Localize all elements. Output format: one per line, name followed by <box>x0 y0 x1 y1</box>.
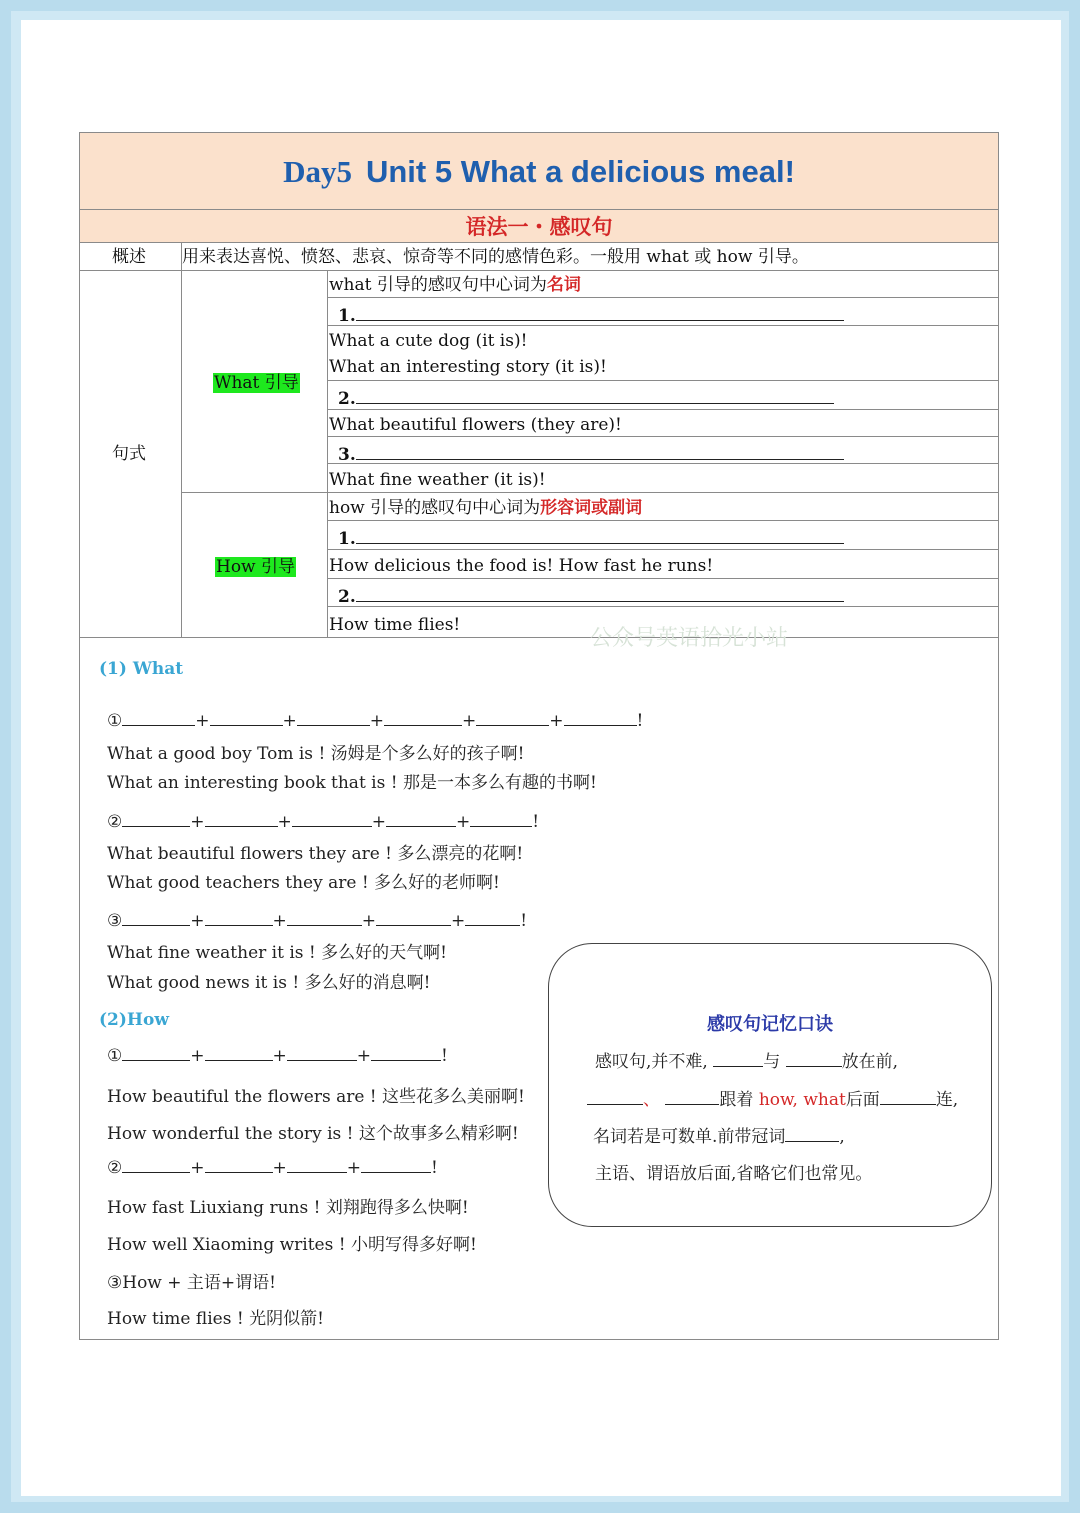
what-blank-2 <box>338 387 834 409</box>
how-sentence-1b: How wonderful the story is ! 这个故事多么精彩啊! <box>107 1124 519 1144</box>
what-sentence-1b: What an interesting book that is ! 那是一本多么有趣的书啊! <box>107 773 597 793</box>
blank-line <box>386 810 456 827</box>
table-line <box>181 492 998 493</box>
formula-number: ① <box>107 711 123 731</box>
how-sentence-2b: How well Xiaoming writes ! 小明写得多好啊! <box>107 1235 477 1255</box>
title-unit: Unit 5 What a delicious meal! <box>365 154 795 189</box>
blank-line <box>122 810 190 827</box>
mnemonic-line-1 <box>595 1047 898 1072</box>
what-example-1a: What a cute dog (it is)! <box>329 331 528 351</box>
what-label <box>213 373 300 393</box>
blank-line <box>786 1050 842 1067</box>
blank-line <box>356 585 844 602</box>
blank-line <box>465 909 520 926</box>
plus-sign: + <box>462 711 477 731</box>
what-sentence-1a: What a good boy Tom is ! 汤姆是个多么好的孩子啊! <box>107 744 525 764</box>
what-intro <box>329 275 581 295</box>
what-sentence-2b: What good teachers they are ! 多么好的老师啊! <box>107 873 500 893</box>
mnemonic-text: 、 <box>643 1090 660 1110</box>
overview-text: 用来表达喜悦、愤怒、悲哀、惊奇等不同的感情色彩。一般用 what 或 how 引导。 <box>182 247 809 267</box>
plus-sign: + <box>195 711 210 731</box>
how-sentence-1a: How beautiful the flowers are ! 这些花多么美丽啊! <box>107 1087 525 1107</box>
what-blank-1 <box>338 304 844 326</box>
exclamation: ! <box>431 1158 438 1178</box>
what-formula-1 <box>107 709 643 731</box>
mnemonic-text: 连, <box>935 1090 959 1110</box>
mnemonic-text: 名词若是可数单.前带冠词 <box>593 1127 786 1147</box>
mnemonic-text: 跟着 <box>719 1090 754 1110</box>
what-sentence-3b: What good news it is ! 多么好的消息啊! <box>107 973 431 993</box>
formula-number: ① <box>107 1046 123 1066</box>
blank-line <box>287 1156 347 1173</box>
table-line <box>80 637 998 638</box>
plus-sign: + <box>190 911 205 931</box>
what-sentence-2a: What beautiful flowers they are ! 多么漂亮的花啊! <box>107 844 524 864</box>
overview-label: 概述 <box>112 247 146 267</box>
how-intro <box>329 498 642 518</box>
title-band <box>80 133 998 210</box>
blank-line <box>210 709 283 726</box>
blank-line <box>361 1156 431 1173</box>
what-intro-text: what 引导的感叹句中心词为 <box>329 275 547 295</box>
blank-line <box>122 1044 190 1061</box>
worksheet <box>79 132 999 1340</box>
blank-line <box>587 1088 643 1105</box>
mnemonic-text: 与 <box>763 1052 781 1072</box>
plus-sign: + <box>451 911 466 931</box>
plus-sign: + <box>369 711 384 731</box>
how-blank-1 <box>338 527 844 549</box>
blank-line <box>564 709 637 726</box>
blank-line <box>470 810 532 827</box>
plus-sign: + <box>190 1046 205 1066</box>
blank-line <box>122 909 190 926</box>
plus-sign: + <box>190 1158 205 1178</box>
exclamation: ! <box>532 812 540 832</box>
blank-line <box>287 909 362 926</box>
blank-number: 2. <box>338 587 356 607</box>
what-example-1b: What an interesting story (it is)! <box>329 357 607 377</box>
mnemonic-line-4: 主语、谓语放后面,省略它们也常见。 <box>595 1164 873 1184</box>
table-line <box>328 520 998 521</box>
plus-sign: + <box>549 711 564 731</box>
how-blank-2 <box>338 585 844 607</box>
blank-line <box>356 527 844 544</box>
mnemonic-text: 放在前, <box>841 1052 899 1072</box>
blank-line <box>665 1088 719 1105</box>
pattern-label: 句式 <box>112 444 146 464</box>
table-line <box>80 270 998 271</box>
plus-sign: + <box>272 911 287 931</box>
how-example-1: How delicious the food is! How fast he runs! <box>329 556 714 576</box>
blank-line <box>205 909 273 926</box>
page-title <box>80 133 998 209</box>
blank-line <box>384 709 462 726</box>
subtitle-band <box>80 210 998 243</box>
section-subtitle: 语法一・感叹句 <box>465 215 613 239</box>
how-intro-key: 形容词或副词 <box>540 498 643 518</box>
plus-sign: + <box>361 911 376 931</box>
plus-sign: + <box>272 1158 287 1178</box>
mnemonic-text: 后面 <box>845 1090 880 1110</box>
how-formula-1 <box>107 1044 448 1066</box>
blank-line <box>376 909 451 926</box>
blank-number: 1. <box>338 529 356 549</box>
blank-line <box>122 709 195 726</box>
mnemonic-text: 感叹句,并不难, <box>595 1052 708 1072</box>
mnemonic-how: how, <box>758 1090 798 1110</box>
blank-line <box>880 1088 936 1105</box>
blank-line <box>122 1156 190 1173</box>
blank-line <box>476 709 549 726</box>
plus-sign: + <box>272 1046 287 1066</box>
blank-line <box>785 1125 839 1142</box>
blank-line <box>287 1044 357 1061</box>
table-line <box>328 409 998 410</box>
how-intro-text: how 引导的感叹句中心词为 <box>329 498 541 518</box>
plus-sign: + <box>456 812 471 832</box>
mnemonic-text: , <box>839 1127 845 1147</box>
what-formula-3 <box>107 909 527 931</box>
blank-line <box>292 810 372 827</box>
how-example-2: How time flies! <box>329 615 461 635</box>
plus-sign: + <box>371 812 386 832</box>
plus-sign: + <box>282 711 297 731</box>
how-formula-3: ③How + 主语+谓语! <box>107 1273 276 1293</box>
mnemonic-box <box>548 943 992 1227</box>
formula-number: ② <box>107 1158 123 1178</box>
plus-sign: + <box>277 812 292 832</box>
how-formula-2 <box>107 1156 438 1178</box>
what-heading: (1) What <box>99 659 184 679</box>
table-line <box>328 297 998 298</box>
blank-line <box>205 1156 273 1173</box>
blank-line <box>205 1044 273 1061</box>
exclamation: ! <box>636 711 644 731</box>
plus-sign: + <box>356 1046 371 1066</box>
blank-line <box>356 387 834 404</box>
what-blank-3 <box>338 443 844 465</box>
what-label-text: What 引导 <box>214 373 299 393</box>
blank-number: 1. <box>338 306 356 326</box>
what-example-2: What beautiful flowers (they are)! <box>329 415 622 435</box>
formula-number: ③ <box>107 911 123 931</box>
formula-number: ② <box>107 812 123 832</box>
table-line <box>328 549 998 550</box>
table-line <box>328 380 998 381</box>
what-intro-key: 名词 <box>546 275 581 295</box>
mnemonic-line-3 <box>593 1122 845 1147</box>
watermark: 公众号英语拾光小站 <box>590 626 789 651</box>
how-sentence-2a: How fast Liuxiang runs ! 刘翔跑得多么快啊! <box>107 1198 469 1218</box>
how-label <box>215 557 296 577</box>
how-label-text: How 引导 <box>216 557 296 577</box>
mnemonic-line-2 <box>587 1085 958 1110</box>
blank-line <box>371 1044 441 1061</box>
table-line <box>328 578 998 579</box>
plus-sign: + <box>190 812 205 832</box>
what-example-3: What fine weather (it is)! <box>329 470 546 490</box>
mnemonic-title: 感叹句记忆口诀 <box>707 1014 833 1035</box>
table-line <box>181 243 182 637</box>
blank-line <box>713 1050 763 1067</box>
blank-line <box>356 304 844 321</box>
what-sentence-3a: What fine weather it is ! 多么好的天气啊! <box>107 943 447 963</box>
blank-line <box>356 443 844 460</box>
mnemonic-what: what <box>803 1090 846 1110</box>
blank-line <box>205 810 278 827</box>
what-formula-2 <box>107 810 539 832</box>
exclamation: ! <box>520 911 528 931</box>
how-heading: (2)How <box>99 1010 169 1030</box>
blank-line <box>297 709 370 726</box>
blank-number: 3. <box>338 445 356 465</box>
blank-number: 2. <box>338 389 356 409</box>
plus-sign: + <box>346 1158 361 1178</box>
title-day: Day5 <box>283 154 352 189</box>
how-sentence-3a: How time flies ! 光阴似箭! <box>107 1309 324 1329</box>
table-line <box>328 436 998 437</box>
exclamation: ! <box>441 1046 448 1066</box>
